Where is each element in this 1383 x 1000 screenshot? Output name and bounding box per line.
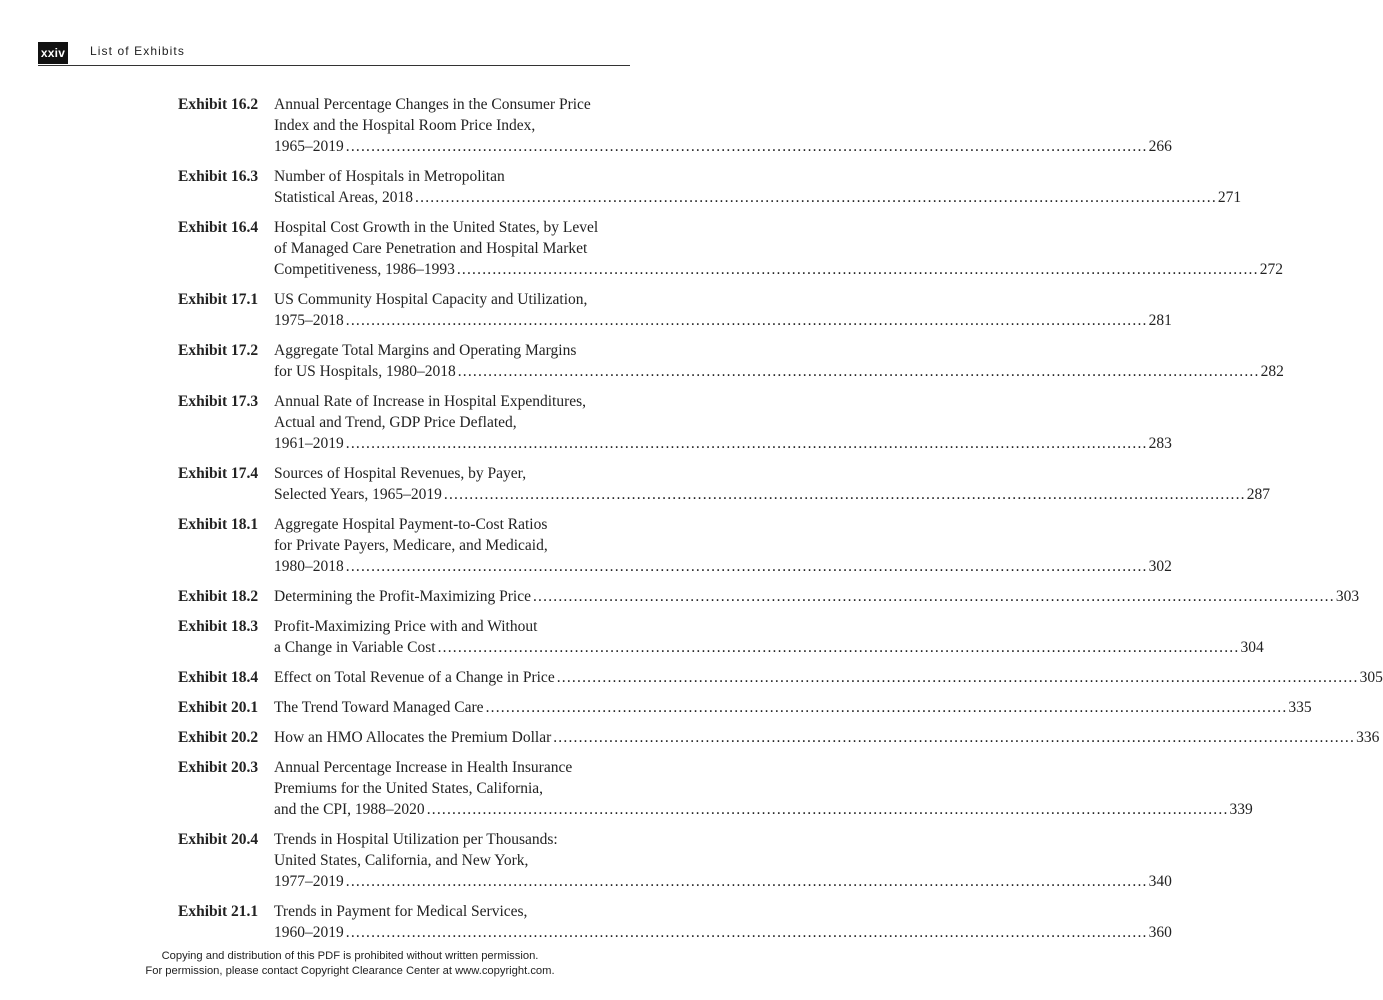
exhibit-entry (178, 697, 1312, 718)
exhibit-entry (178, 166, 1242, 208)
exhibit-title-last-line (274, 433, 1172, 454)
exhibit-title (274, 616, 1264, 658)
exhibit-entry (178, 727, 1380, 748)
exhibit-entry (178, 901, 1172, 943)
exhibit-title-last-line (274, 556, 1172, 577)
exhibit-title-last-line (274, 484, 1270, 505)
exhibit-entry (178, 829, 1172, 892)
exhibit-title-line: and the CPI, 1988–2020 (274, 801, 425, 818)
exhibit-label: Exhibit 21.1 (178, 903, 259, 920)
dot-leader (457, 259, 1259, 280)
exhibit-title-last-line (274, 637, 1264, 658)
exhibit-label: Exhibit 18.2 (178, 588, 259, 605)
page-reference: 339 (1229, 801, 1253, 818)
exhibit-title-line: Trends in Payment for Medical Services, (274, 903, 528, 920)
exhibit-title (274, 901, 1172, 943)
page-reference: 335 (1288, 699, 1312, 716)
exhibit-title-last-line (274, 187, 1241, 208)
exhibit-label: Exhibit 17.2 (178, 342, 259, 359)
page-reference: 266 (1148, 138, 1172, 155)
exhibit-title-line: Annual Rate of Increase in Hospital Expenditures, (274, 393, 587, 410)
exhibit-label: Exhibit 18.3 (178, 618, 259, 635)
exhibit-entry (178, 340, 1284, 382)
exhibit-title-line: US Community Hospital Capacity and Utilization, (274, 291, 588, 308)
exhibit-label: Exhibit 20.3 (178, 759, 259, 776)
page-reference: 305 (1359, 669, 1383, 686)
running-head: List of Exhibits (90, 44, 185, 58)
exhibit-title-line: Sources of Hospital Revenues, by Payer, (274, 465, 527, 482)
exhibit-title (274, 391, 1172, 454)
exhibit-title-line: Hospital Cost Growth in the United States, by Level (274, 219, 599, 236)
exhibit-title-line: Statistical Areas, 2018 (274, 189, 414, 206)
exhibit-title-line: 1965–2019 (274, 138, 344, 155)
page-reference: 282 (1260, 363, 1284, 380)
page-reference: 271 (1217, 189, 1242, 206)
exhibit-label: Exhibit 20.4 (178, 831, 259, 848)
exhibit-title-last-line (274, 799, 1253, 820)
exhibit-entry (178, 514, 1172, 577)
exhibit-title-line: of Managed Care Penetration and Hospital Market (274, 240, 588, 257)
exhibit-entry (178, 217, 1283, 280)
exhibit-title-line: Annual Percentage Changes in the Consumer Price (274, 96, 591, 113)
exhibit-label: Exhibit 20.1 (178, 699, 259, 716)
exhibit-title-line: Competitiveness, 1986–1993 (274, 261, 455, 278)
page-number: xxiv (38, 42, 68, 64)
footer-line-2: For permission, please contact Copyright Clearance Center at www.copyright.com. (145, 965, 555, 977)
dot-leader (346, 556, 1148, 577)
exhibit-title-line: Premiums for the United States, California, (274, 780, 544, 797)
dot-leader (346, 871, 1148, 892)
exhibit-entry (178, 586, 1360, 607)
exhibit-title (274, 94, 1172, 157)
exhibit-entry (178, 391, 1172, 454)
page-reference: 360 (1148, 924, 1172, 941)
dot-leader (444, 484, 1246, 505)
exhibit-title-last-line (274, 667, 1383, 688)
page-reference: 283 (1148, 435, 1172, 452)
exhibit-title-line: Aggregate Hospital Payment-to-Cost Ratios (274, 516, 548, 533)
exhibit-title (274, 667, 1383, 688)
dot-leader (458, 361, 1260, 382)
exhibit-title (274, 829, 1172, 892)
exhibit-title (274, 289, 1172, 331)
dot-leader (438, 637, 1240, 658)
exhibit-title (274, 217, 1283, 280)
exhibit-title (274, 586, 1359, 607)
exhibit-title-line: 1961–2019 (274, 435, 344, 452)
exhibit-title-last-line (274, 727, 1379, 748)
page-reference: 287 (1246, 486, 1271, 503)
exhibit-label: Exhibit 18.4 (178, 669, 259, 686)
exhibit-title-line: for Private Payers, Medicare, and Medicaid, (274, 537, 548, 554)
dot-leader (346, 310, 1148, 331)
page-header (38, 38, 630, 66)
dot-leader (415, 187, 1217, 208)
exhibit-title-last-line (274, 922, 1172, 943)
exhibit-title (274, 463, 1270, 505)
exhibit-title-line: United States, California, and New York, (274, 852, 529, 869)
copyright-footer (0, 949, 700, 979)
page-reference: 281 (1148, 312, 1172, 329)
dot-leader (486, 697, 1288, 718)
exhibit-title-line: Effect on Total Revenue of a Change in Price (274, 669, 555, 686)
exhibit-title-last-line (274, 310, 1172, 331)
exhibit-label: Exhibit 18.1 (178, 516, 259, 533)
exhibit-title-last-line (274, 136, 1172, 157)
page-reference: 340 (1148, 873, 1172, 890)
exhibit-label: Exhibit 16.3 (178, 168, 259, 185)
exhibit-title-line: Actual and Trend, GDP Price Deflated, (274, 414, 517, 431)
page-reference: 272 (1259, 261, 1283, 278)
page-reference: 303 (1335, 588, 1360, 605)
exhibit-title-line: 1977–2019 (274, 873, 344, 890)
exhibit-entry (178, 667, 1383, 688)
exhibit-label: Exhibit 20.2 (178, 729, 259, 746)
exhibit-title-line: The Trend Toward Managed Care (274, 699, 484, 716)
dot-leader (427, 799, 1229, 820)
exhibit-title-line: 1960–2019 (274, 924, 344, 941)
exhibit-entry (178, 463, 1271, 505)
dot-leader (346, 922, 1148, 943)
exhibit-title (274, 727, 1379, 748)
exhibit-title-line: Aggregate Total Margins and Operating Margins (274, 342, 577, 359)
exhibit-title-last-line (274, 361, 1284, 382)
exhibit-entry (178, 94, 1172, 157)
exhibit-title-line: Index and the Hospital Room Price Index, (274, 117, 536, 134)
dot-leader (553, 727, 1355, 748)
exhibit-title-line: for US Hospitals, 1980–2018 (274, 363, 456, 380)
exhibit-entry (178, 757, 1253, 820)
exhibit-title-line: Determining the Profit-Maximizing Price (274, 588, 531, 605)
exhibit-title-last-line (274, 586, 1359, 607)
exhibit-title (274, 514, 1172, 577)
exhibit-label: Exhibit 17.4 (178, 465, 259, 482)
exhibit-title-line: Number of Hospitals in Metropolitan (274, 168, 505, 185)
exhibit-label: Exhibit 16.4 (178, 219, 259, 236)
dot-leader (557, 667, 1359, 688)
header-rule (38, 65, 630, 66)
exhibit-label: Exhibit 17.1 (178, 291, 259, 308)
exhibit-title-line: Profit-Maximizing Price with and Without (274, 618, 538, 635)
exhibit-entry (178, 289, 1172, 331)
dot-leader (533, 586, 1335, 607)
exhibit-title-last-line (274, 259, 1283, 280)
exhibit-title (274, 757, 1253, 820)
exhibit-title (274, 166, 1241, 208)
exhibit-title (274, 340, 1284, 382)
dot-leader (346, 136, 1148, 157)
page-reference: 302 (1148, 558, 1172, 575)
dot-leader (346, 433, 1148, 454)
exhibit-title-line: a Change in Variable Cost (274, 639, 436, 656)
exhibit-label: Exhibit 16.2 (178, 96, 259, 113)
exhibit-title-last-line (274, 871, 1172, 892)
exhibit-label: Exhibit 17.3 (178, 393, 259, 410)
exhibit-title-line: Annual Percentage Increase in Health Insurance (274, 759, 573, 776)
exhibit-title-line: 1980–2018 (274, 558, 344, 575)
page-reference: 336 (1356, 729, 1380, 746)
footer-line-1: Copying and distribution of this PDF is prohibited without written permission. (161, 950, 539, 962)
exhibit-title (274, 697, 1312, 718)
exhibit-title-last-line (274, 697, 1312, 718)
exhibit-title-line: 1975–2018 (274, 312, 344, 329)
exhibit-title-line: Trends in Hospital Utilization per Thousands: (274, 831, 558, 848)
page-reference: 304 (1240, 639, 1264, 656)
exhibit-title-line: Selected Years, 1965–2019 (274, 486, 442, 503)
exhibit-title-line: How an HMO Allocates the Premium Dollar (274, 729, 552, 746)
exhibit-list (178, 94, 1383, 952)
exhibit-entry (178, 616, 1264, 658)
